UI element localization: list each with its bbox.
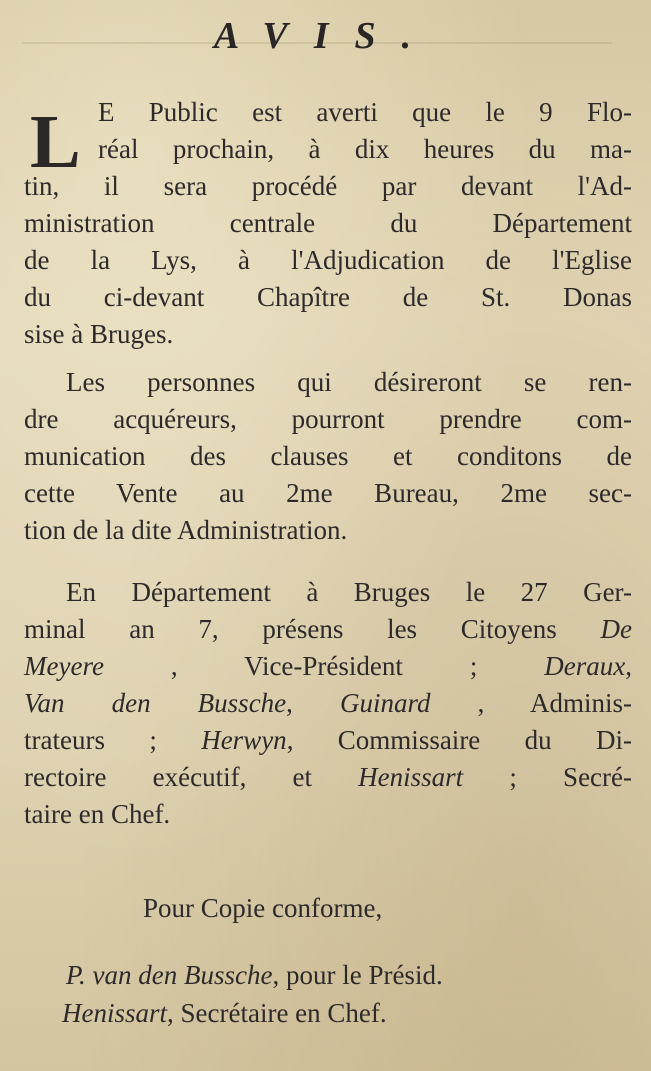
- date-text: minal an 7, présens les Citoyens: [24, 614, 557, 644]
- paragraph1-line-4: ministration centrale du Département: [24, 208, 632, 238]
- signature-role-2: , Secrétaire en Chef.: [167, 998, 387, 1028]
- paragraph2-line-5: tion de la dite Administration.: [24, 515, 348, 545]
- name-henissart: Henissart: [358, 762, 464, 792]
- commissaire-text: , Commissaire du Di-: [286, 725, 633, 755]
- paragraph3-line-6: [24, 759, 632, 796]
- paragraph3-line-3: [24, 648, 632, 685]
- paragraph3-line-2: [24, 611, 632, 648]
- signature-line-2: [62, 995, 651, 1032]
- paragraph2-line-3: munication des clauses et conditons de: [24, 441, 632, 471]
- drop-cap: L: [30, 100, 81, 184]
- separator-text: ,: [286, 688, 341, 718]
- signature-line-1: [66, 957, 651, 994]
- paragraph2-line-2: dre acquéreurs, pourront prendre com-: [24, 404, 632, 434]
- signature-name-2: Henissart: [62, 998, 168, 1028]
- paragraph1-line-3: tin, il sera procédé par devant l'Ad-: [24, 171, 632, 201]
- paragraph1-line-6: du ci-devant Chapître de St. Donas: [24, 282, 632, 312]
- paragraph2-line-4: cette Vente au 2me Bureau, 2me sec-: [24, 478, 632, 508]
- paragraph1-line-5: de la Lys, à l'Adjudication de l'Eglise: [24, 245, 632, 275]
- paragraph1-line-7: sise à Bruges.: [24, 319, 174, 349]
- signature-role-1: , pour le Présid.: [272, 960, 443, 990]
- copie-conforme: Pour Copie conforme,: [143, 893, 383, 923]
- name-de: De: [600, 614, 632, 644]
- document-title: AVIS.: [213, 15, 438, 57]
- secretaire-text: ; Secré-: [509, 762, 633, 792]
- paragraph1-line-1: E Public est averti que le 9 Flo-: [98, 97, 632, 127]
- paragraph3-line-5: [24, 722, 632, 759]
- paragraph3-line-7: taire en Chef.: [24, 799, 171, 829]
- paragraph1-line-2: réal prochain, à dix heures du ma-: [98, 134, 632, 164]
- directoire-text: rectoire exécutif, et: [24, 762, 312, 792]
- trateurs-text: trateurs ;: [24, 725, 157, 755]
- name-meyere: Meyere: [24, 651, 104, 681]
- comma-text: ,: [625, 651, 633, 681]
- vice-president-text: , Vice-Président ;: [170, 651, 478, 681]
- name-guinard: Guinard: [340, 688, 431, 718]
- name-van-den-bussche: Van den Bussche: [24, 688, 287, 718]
- administrateurs-text: , Adminis-: [477, 688, 633, 718]
- signature-name-1: P. van den Bussche: [66, 960, 273, 990]
- name-deraux: Deraux: [544, 651, 626, 681]
- name-herwyn: Herwyn: [201, 725, 287, 755]
- paragraph2-line-1: Les personnes qui désireront se ren-: [66, 367, 632, 397]
- paragraph3-line-1: En Département à Bruges le 27 Ger-: [66, 577, 632, 607]
- paragraph3-line-4: [24, 685, 632, 722]
